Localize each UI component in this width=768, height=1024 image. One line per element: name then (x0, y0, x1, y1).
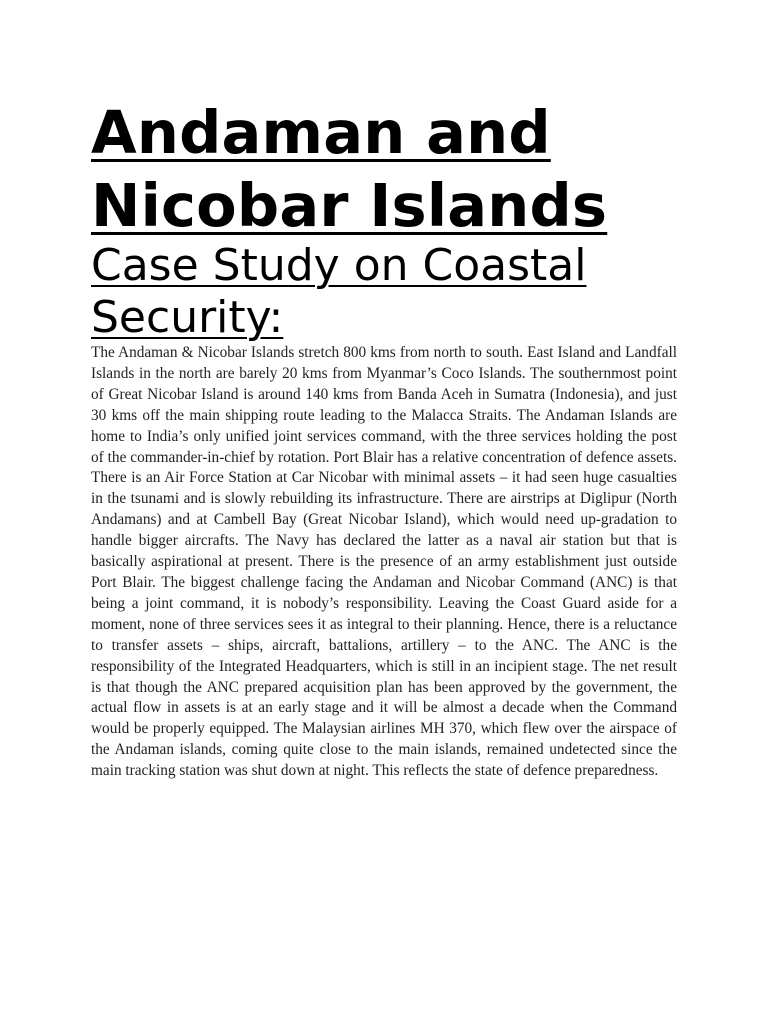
body-paragraph: The Andaman & Nicobar Islands stretch 800 kms from north to south. East Island and Landfall Islands in the north are barely 20 kms from Myanmar’s Coco Islands. The southernmost point of Great Nicobar Island is around 140 kms from Banda Aceh in Sumatra (Indonesia), and just 30 kms off the main shipping route leading to the Malacca Straits. The Andaman Islands are home to India’s only unified joint services command, with the three services holding the post of the commander-in-chief by rotation. Port Blair has a relative concentration of defence assets. There is an Air Force Station at Car Nicobar with minimal assets – it had seen huge casualties in the tsunami and is slowly rebuilding its infrastructure. There are airstrips at Diglipur (North Andamans) and at Cambell Bay (Great Nicobar Island), which would need up-gradation to handle bigger aircrafts. The Navy has declared the latter as a naval air station but that is basically aspirational at present. There is the presence of an army establishment just outside Port Blair. The biggest challenge facing the Andaman and Nicobar Command (ANC) is that being a joint command, it is nobody’s responsibility. Leaving the Coast Guard aside for a moment, none of three services sees it as integral to their planning. Hence, there is a reluctance to transfer assets – ships, aircraft, battalions, artillery – to the ANC. The ANC is the responsibility of the Integrated Headquarters, which is still in an incipient stage. The net result is that though the ANC prepared acquisition plan has been approved by the government, the actual flow in assets is at an early stage and it will be almost a decade when the Command would be properly equipped. The Malaysian airlines MH 370, which flew over the airspace of the Andaman islands, coming quite close to the main islands, remained undetected since the main tracking station was shut down at night. This reflects the state of defence preparedness. (91, 344, 677, 780)
document-page (91, 96, 677, 782)
document-title: Andaman and Nicobar Islands (91, 98, 608, 240)
document-subtitle: Case Study on Coastal Security: (91, 240, 587, 343)
